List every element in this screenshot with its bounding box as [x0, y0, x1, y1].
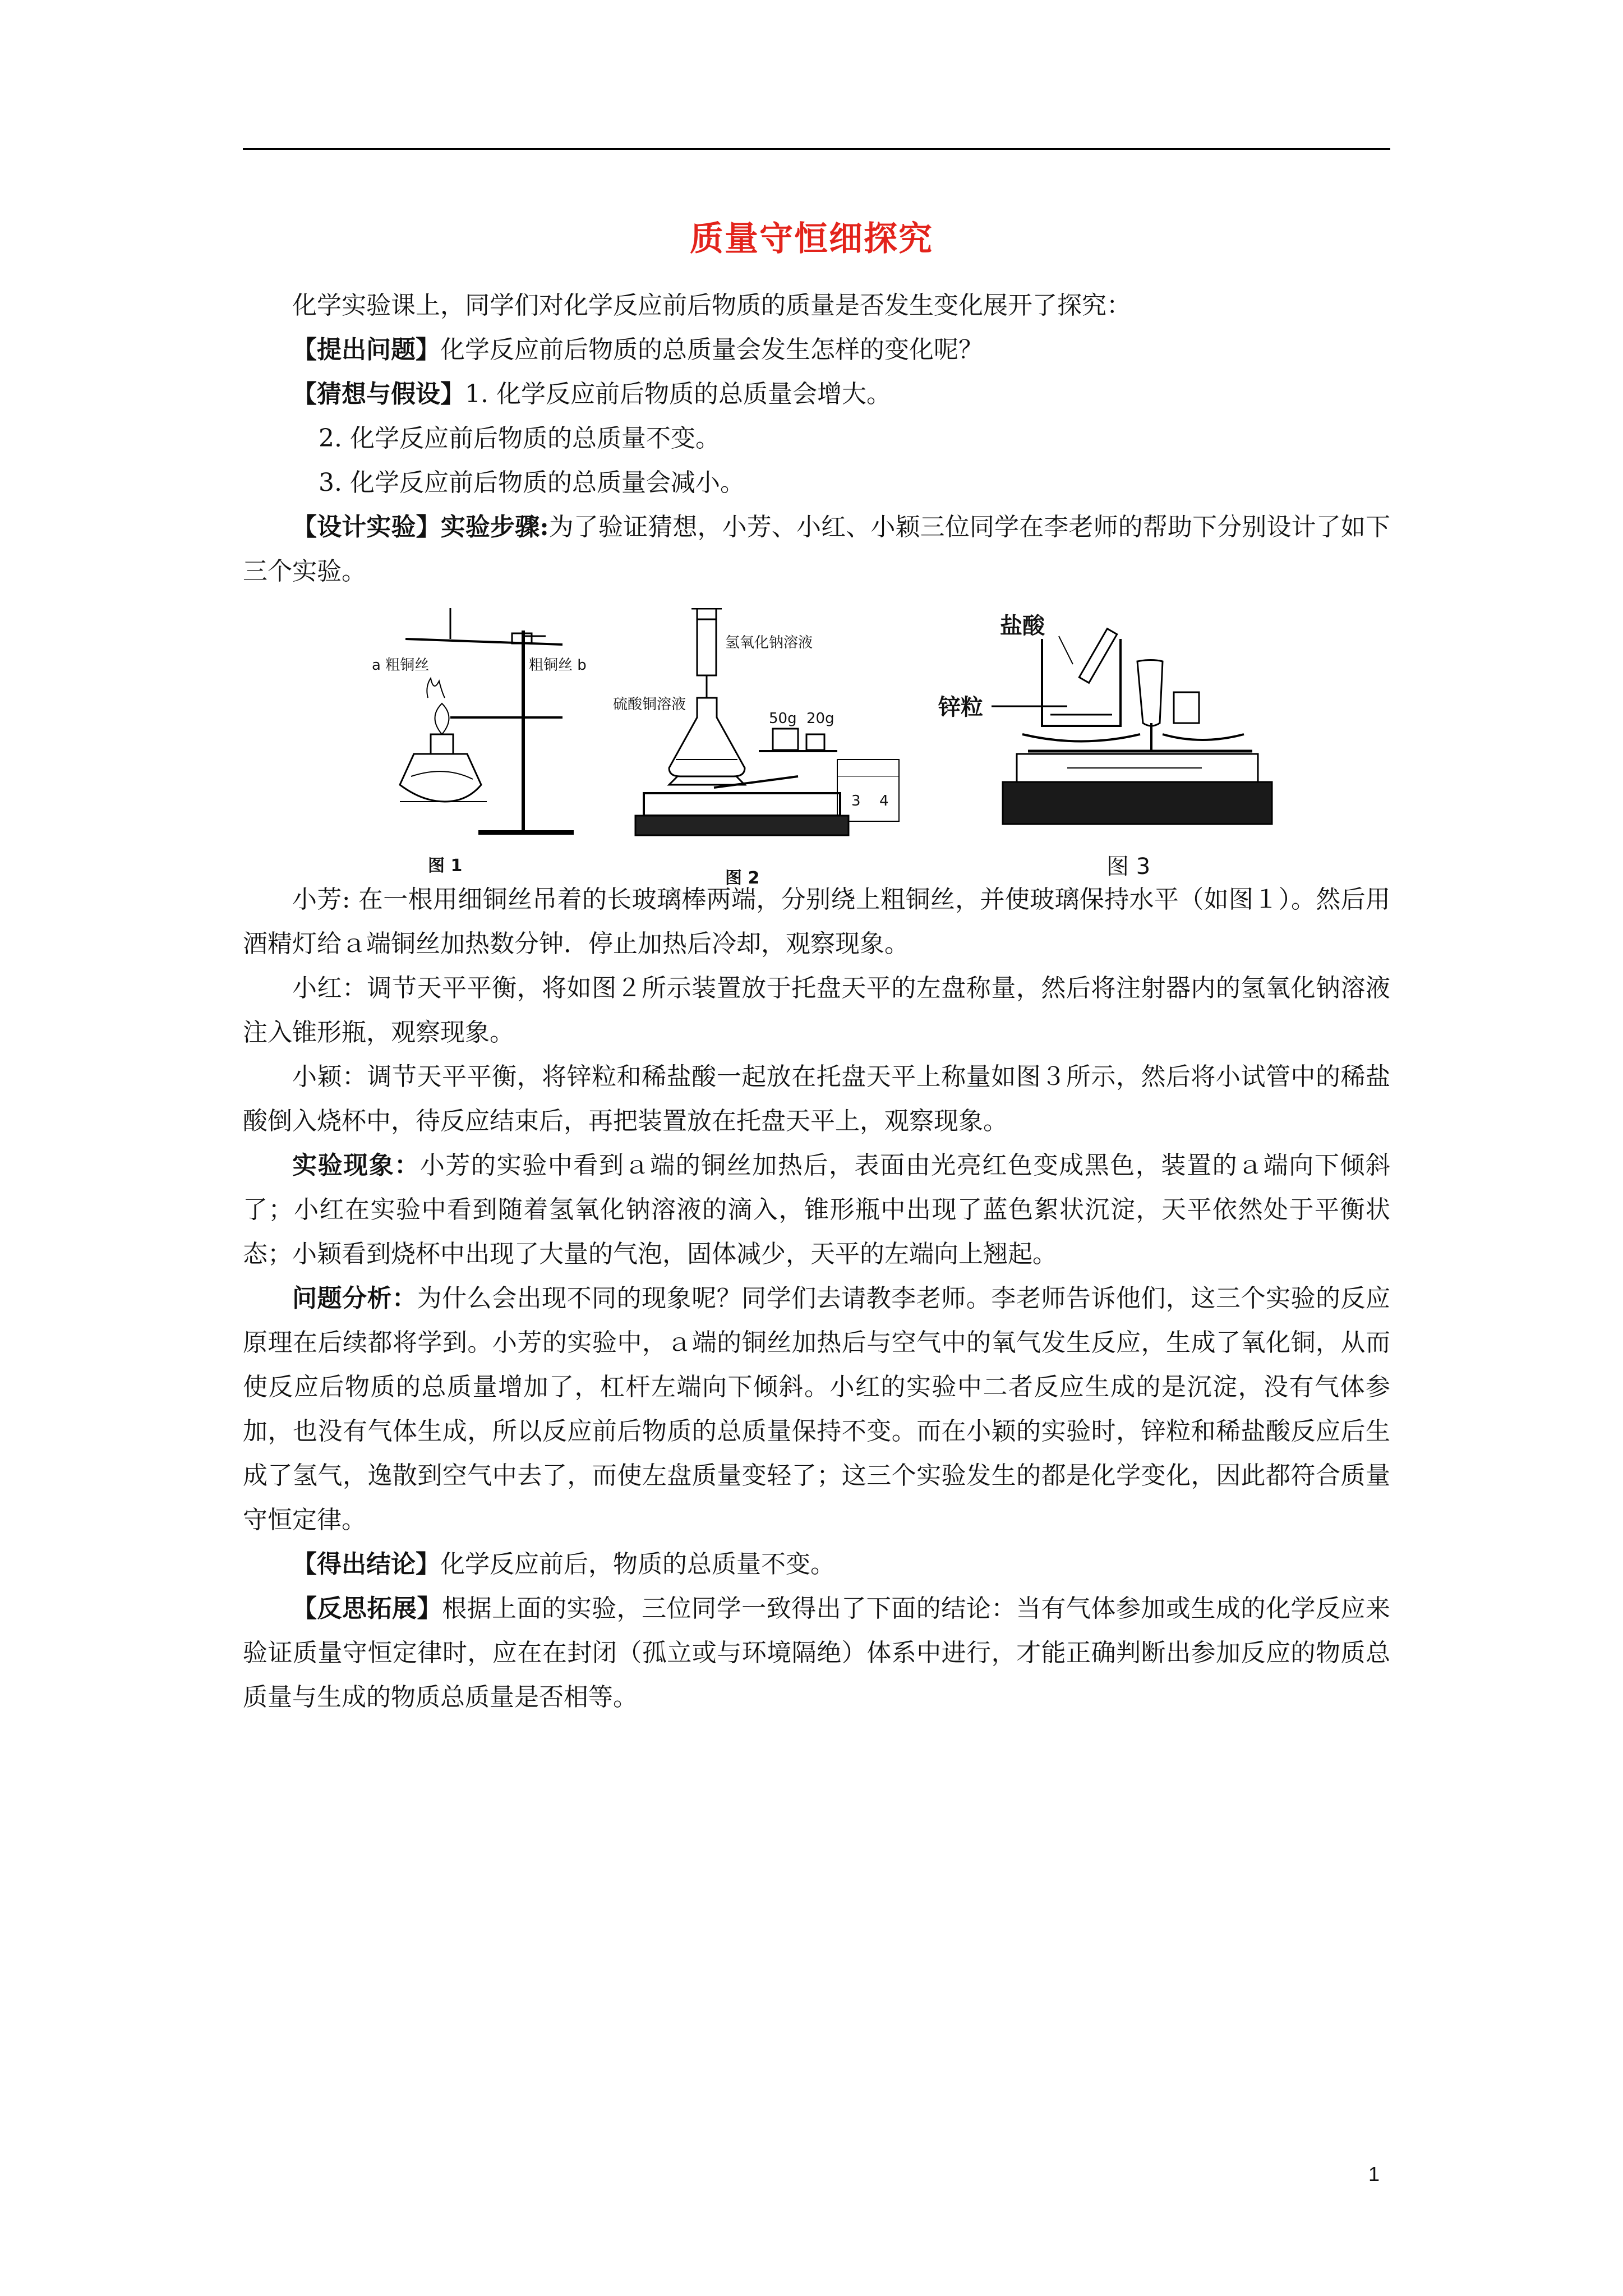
- question-heading: 【提出问题】: [292, 335, 440, 364]
- reflection-paragraph: [243, 1586, 1390, 1719]
- hypothesis-3: 3. 化学反应前后物质的总质量会减小。: [319, 468, 745, 497]
- analysis-text: 为什么会出现不同的现象呢？同学们去请教李老师。李老师告诉他们，这三个实验的反应原理在后续都将学到。小芳的实验中，ａ端的铜丝加热后与空气中的氧气发生反应，生成了氧化铜，从而使反应后物质的总质量增加了，杠杆左端向下倾斜。小红的实验中二者反应生成的是沉淀，没有气体参加，也没有气体生成，所以反应前后物质的总质量保持不变。而在小颖的实验时，锌粒和稀盐酸反应后生成了氢气，逸散到空气中去了，而使左盘质量变轻了；这三个实验发生的都是化学变化，因此都符合质量守恒定律。: [243, 1284, 1391, 1534]
- design-subheading: 实验步骤:: [440, 513, 549, 541]
- conclusion-heading: 【得出结论】: [292, 1550, 440, 1579]
- figure-1-caption: 图 1: [428, 856, 463, 876]
- xiaohong-paragraph: 小红：调节天平平衡，将如图２所示装置放于托盘天平的左盘称量，然后将注射器内的氢氧化钠溶液注入锥形瓶，观察现象。: [243, 974, 1390, 1047]
- phenomenon-paragraph: [243, 1143, 1390, 1276]
- question-paragraph: [243, 328, 1390, 372]
- hypothesis-1: 1. 化学反应前后物质的总质量会增大。: [465, 380, 891, 408]
- experiment-figures: [243, 608, 1390, 888]
- figure-1-label-b: 粗铜丝 b: [529, 657, 587, 674]
- question-text: 化学反应前后物质的总质量会发生怎样的变化呢？: [440, 335, 983, 364]
- figure-2-label-cuso4: 硫酸铜溶液: [613, 696, 686, 713]
- figure-3-label-hcl: 盐酸: [1000, 613, 1045, 639]
- hypothesis-heading: 【猜想与假设】: [292, 380, 465, 408]
- reflection-heading: 【反思拓展】: [292, 1594, 442, 1623]
- phenomenon-heading: 实验现象：: [292, 1151, 420, 1180]
- design-paragraph: [243, 505, 1390, 593]
- design-text: 为了验证猜想，小芳、小红、小颖三位同学在李老师的帮助下分别设计了如下三个实验。: [243, 513, 1391, 586]
- figure-3-drawing: [938, 608, 1286, 844]
- xiaoying-paragraph: 小颖：调节天平平衡，将锌粒和稀盐酸一起放在托盘天平上称量如图３所示，然后将小试管中的稀盐酸倒入烧杯中，待反应结束后，再把装置放在托盘天平上，观察现象。: [243, 1062, 1390, 1135]
- design-heading: 【设计实验】: [292, 513, 441, 541]
- hypothesis-paragraph: [243, 372, 1390, 416]
- figure-2-weight-20: 20g: [806, 710, 834, 727]
- document-body: [243, 283, 1390, 1719]
- intro-paragraph: 化学实验课上，同学们对化学反应前后物质的质量是否发生变化展开了探究：: [292, 291, 1131, 320]
- phenomenon-text: 小芳的实验中看到ａ端的铜丝加热后，表面由光亮红色变成黑色，装置的ａ端向下倾斜了；小红在实验中看到随着氢氧化钠溶液的滴入，锥形瓶中出现了蓝色絮状沉淀，天平依然处于平衡状态；小颖看到烧杯中出现了大量的气泡，固体减少，天平的左端向上翘起。: [243, 1151, 1390, 1268]
- figure-3-caption: 图 3: [1106, 854, 1151, 880]
- figure-3: [938, 608, 1286, 880]
- conclusion-paragraph: [243, 1542, 1390, 1586]
- page-title: 质量守恒细探究: [690, 219, 933, 259]
- analysis-paragraph: [243, 1276, 1390, 1542]
- figure-1-drawing: [361, 608, 630, 844]
- conclusion-text: 化学反应前后，物质的总质量不变。: [440, 1550, 835, 1579]
- figure-2-scale-4: 4: [879, 793, 889, 809]
- page-number: 1: [1368, 2162, 1380, 2185]
- header-rule: [243, 148, 1390, 150]
- hypothesis-2: 2. 化学反应前后物质的总质量不变。: [319, 424, 720, 453]
- figure-2-label-naoh: 氢氧化钠溶液: [725, 634, 813, 651]
- reflection-text: 根据上面的实验，三位同学一致得出了下面的结论：当有气体参加或生成的化学反应来验证质量守恒定律时，应在在封闭（孤立或与环境隔绝）体系中进行，才能正确判断出参加反应的物质总质量与生成的物质总质量是否相等。: [243, 1594, 1391, 1711]
- figure-2-caption: 图 2: [725, 868, 760, 888]
- analysis-heading: 问题分析：: [292, 1284, 417, 1313]
- figure-3-label-zn: 锌粒: [938, 694, 983, 720]
- figure-1-label-a: a 粗铜丝: [372, 657, 430, 674]
- figure-2: [613, 608, 905, 888]
- figure-2-drawing: [613, 608, 905, 861]
- xiaofang-paragraph: 小芳: 在一根用细铜丝吊着的长玻璃棒两端，分别绕上粗铜丝，并使玻璃保持水平（如图１）。然后用酒精灯给ａ端铜丝加热数分钟．停止加热后冷却，观察现象。: [243, 885, 1390, 958]
- figure-2-scale-3: 3: [851, 793, 861, 809]
- figure-1: [361, 608, 630, 876]
- figure-2-weight-50: 50g: [769, 710, 797, 727]
